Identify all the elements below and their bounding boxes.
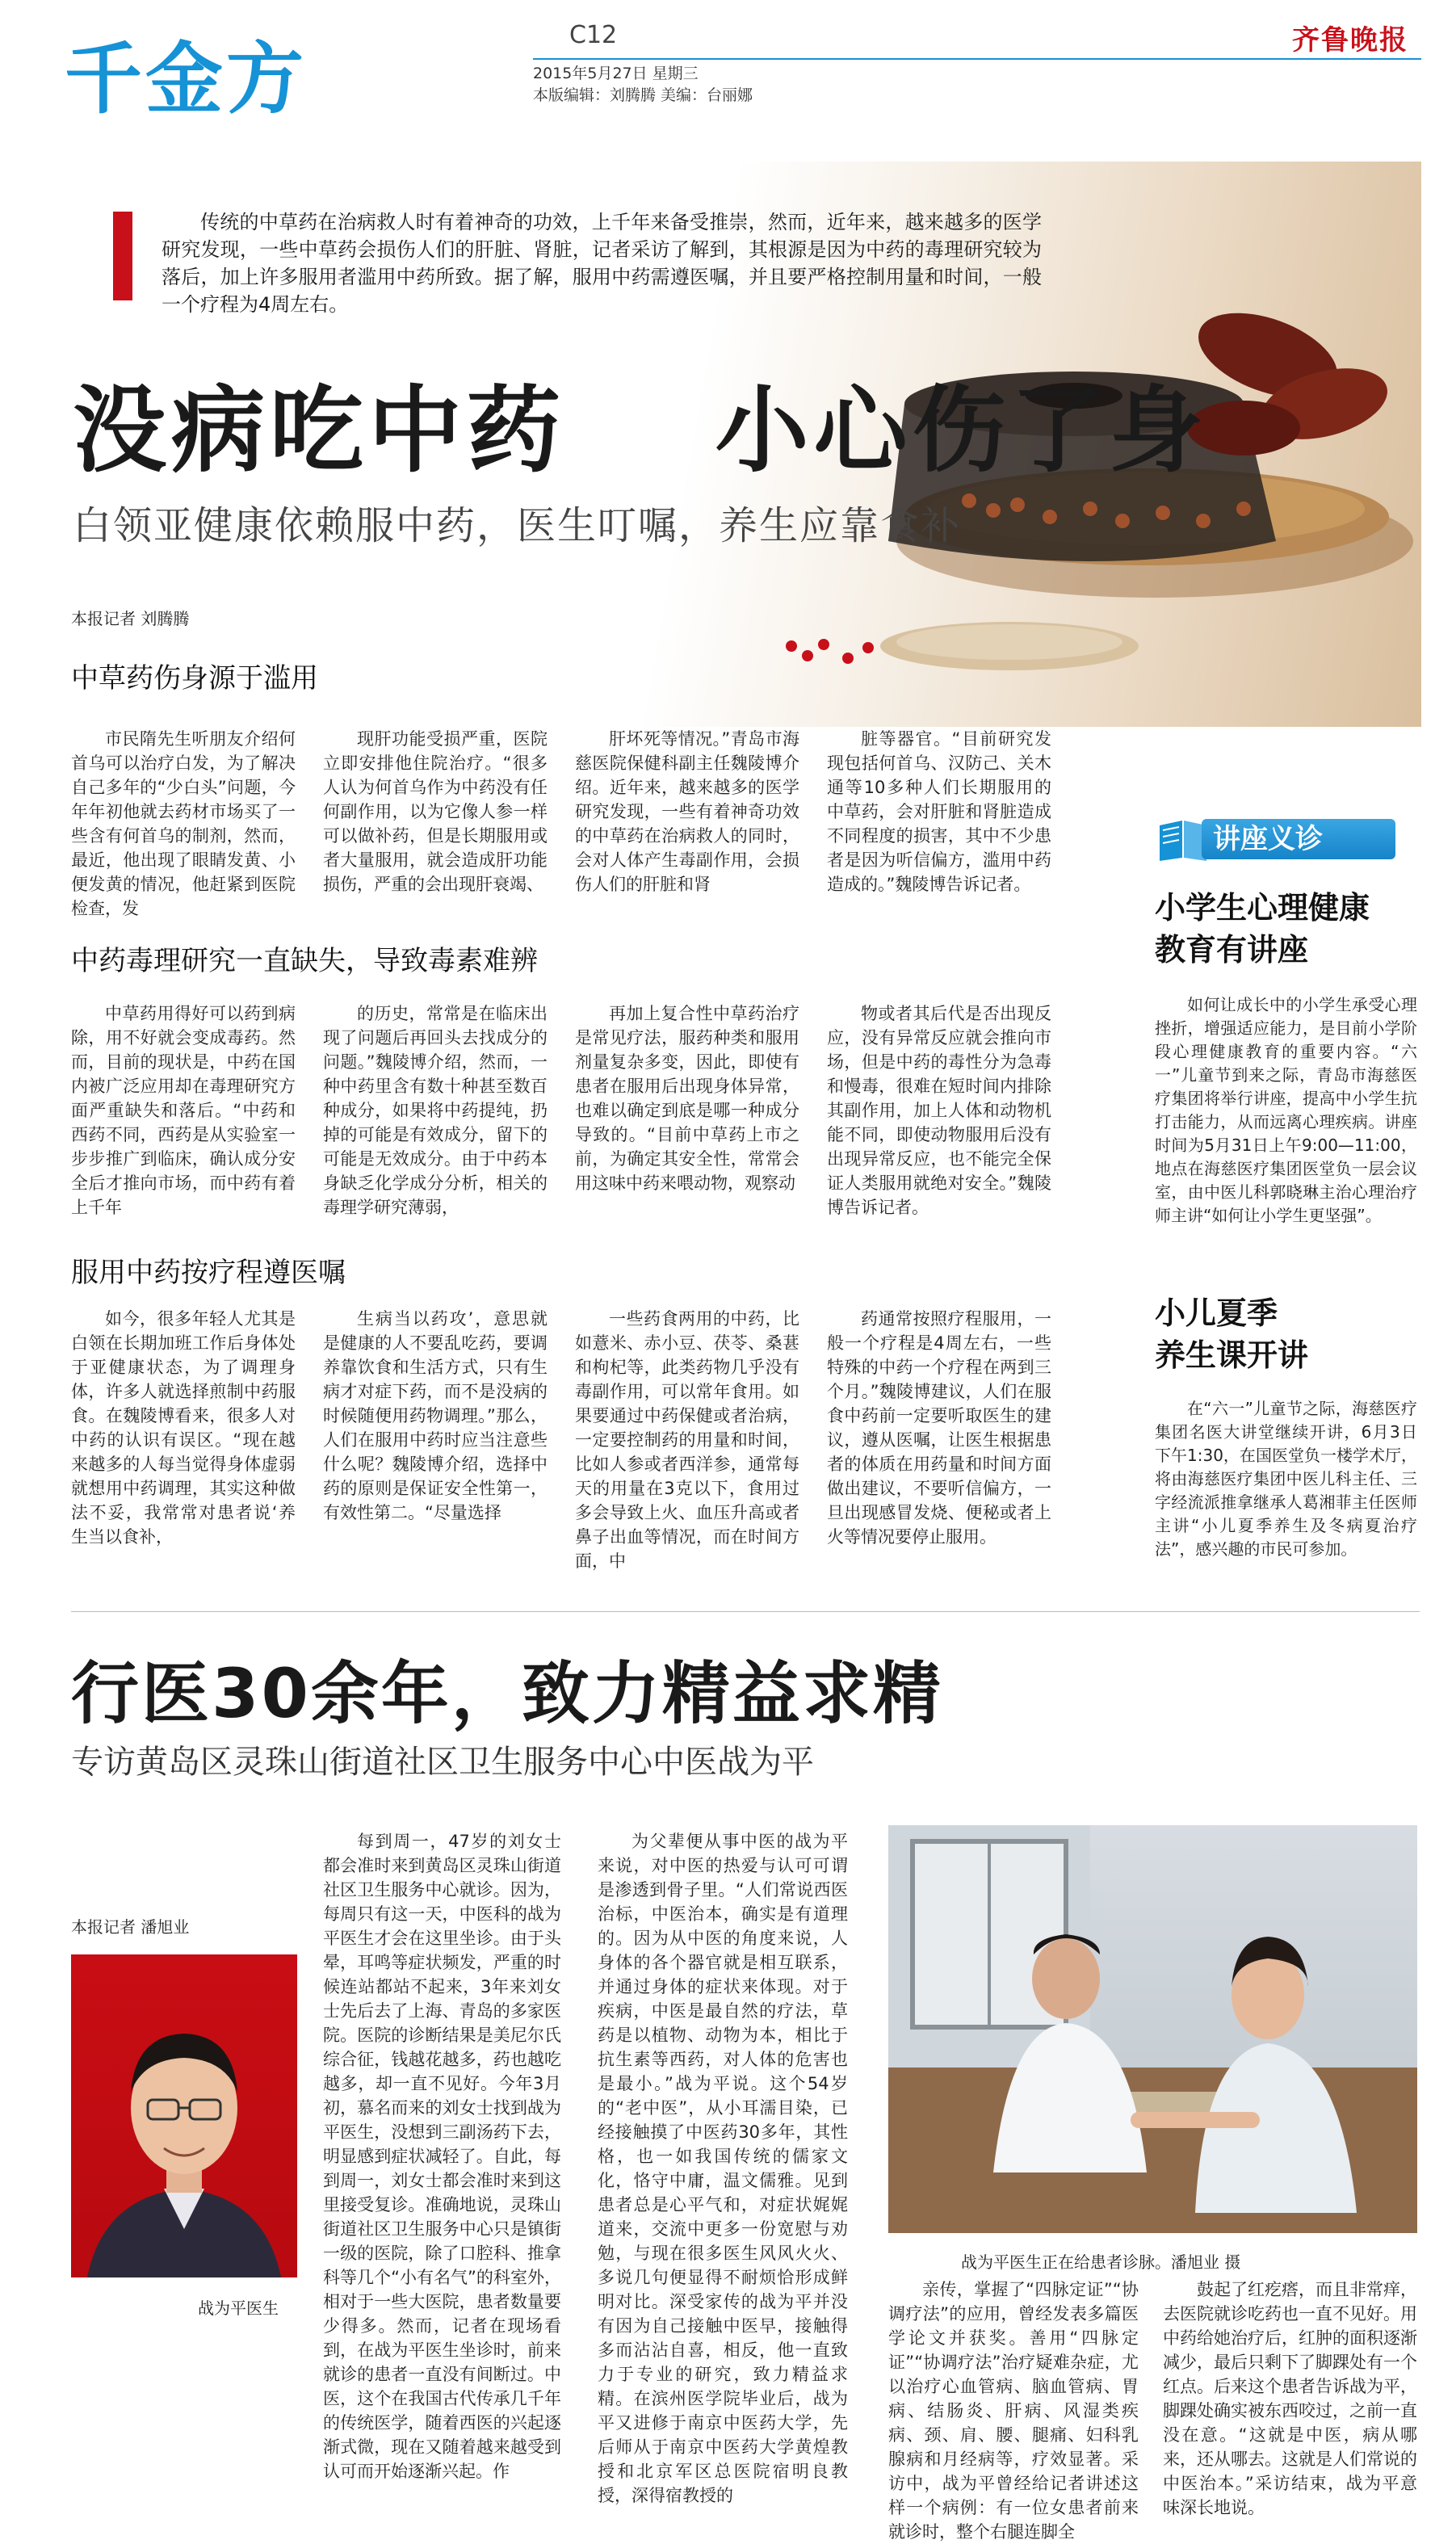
- section1-col2: 现肝功能受损严重，医院立即安排他住院治疗。“很多人认为何首乌作为中药没有任何副作用，以为它像人参一样可以做补药，但是长期服用或者大量服用，就会造成肝功能损伤，严重的会出现肝衰竭、: [323, 729, 548, 894]
- sidebar-tag: [1155, 814, 1397, 864]
- feature-headline: 行医30余年，致力精益求精: [71, 1654, 943, 1733]
- clinic-photo: [888, 1825, 1417, 2233]
- section2-col4: 物或者其后代是否出现反应，没有异常反应就会推向市场，但是中药的毒性分为急毒和慢毒，很难在短时间内排除其副作用，加上人体和动物机能不同，即使动物服用后没有出现异常反应，也不能完全保证人类服用就绝对安全。”魏陵博告诉记者。: [827, 1004, 1051, 1217]
- editor-line: 本版编辑：刘腾腾 美编：台丽娜: [533, 86, 753, 104]
- section3-col3: 一些药食两用的中药，比如薏米、赤小豆、茯苓、桑葚和枸杞等，此类药物几乎没有毒副作用，可以常年食用。如果要通过中药保健或者治病，一定要控制药的用量和时间，比如人参或者西洋参，通常每天的用量在3克以下，食用过多会导致上火、血压升高或者鼻子出血等情况，而在时间方面，中: [575, 1309, 799, 1571]
- feature-col1: 每到周一，47岁的刘女士都会准时来到黄岛区灵珠山街道社区卫生服务中心就诊。因为，每周只有这一天，中医科的战为平医生才会在这里坐诊。由于头晕，耳鸣等症状频发，严重的时候连站都站不起来，3年来刘女士先后去了上海、青岛的多家医院。医院的诊断结果是美尼尔氏综合征，钱越花越多，药也越吃越多，却一直不见好。今年3月初，慕名而来的刘女士找到战为平医生，没想到三副汤药下去，明显感到症状减轻了。自此，每到周一，刘女士都会准时来到这里接受复诊。准确地说，灵珠山街道社区卫生服务中心只是镇街一级的医院，除了口腔科、推拿科等几个“小有名气”的科室外，相对于一些大医院，患者数量要少得多。然而，记者在现场看到，在战为平医生坐诊时，前来就诊的患者一直没有间断过。中医，这个在我国古代传承几千年的传统医学，随着西医的兴起逐渐式微，现在又随着越来越受到认可而开始逐渐兴起。作: [323, 1832, 561, 2481]
- lead-headline: 没病吃中药 小心伤了身: [73, 376, 1208, 485]
- page-number: C12: [569, 21, 618, 49]
- section2-col1: 中草药用得好可以药到病除，用不好就会变成毒药。然而，目前的现状是，中药在国内被广泛应用却在毒理研究方面严重缺失和落后。“中药和西药不同，西药是从实验室一步步推广到临床，确认成分安全后才推向市场，而中药有着上千年: [71, 1004, 296, 1217]
- intro-accent-bar: [113, 212, 132, 300]
- feature-col2: 为父辈便从事中医的战为平来说，对中医的热爱与认可可谓是渗透到骨子里。“人们常说西医治标，中医治本，确实是有道理的。因为从中医的角度来说，人身体的各个器官就是相互联系，并通过身体的症状来体现。对于疾病，中医是最自然的疗法，草药是以植物、动物为本，相比于抗生素等西药，对人体的危害也是最小。”战为平说。这个54岁的“老中医”，从小耳濡目染，已经接触摸了中医药30多年，其性格，也一如我国传统的儒家文化，恪守中庸，温文儒雅。见到患者总是心平气和，对症状娓娓道来，交流中更多一份宽慰与劝勉，与现在很多医生风风火火、多说几句便显得不耐烦恰形成鲜明对比。深受家传的战为平并没有因为自己接触中医早，接触得多而沾沾自喜，相反，他一直致力于专业的研究，致力精益求精。在滨州医学院毕业后，战为平又进修于南京中医药大学，先后师从于南京中医药大学黄煌教授和北京军区总医院宿明良教授，深得宿教授的: [598, 1832, 848, 2505]
- date-line: 2015年5月27日 星期三: [533, 65, 699, 82]
- lead-intro: 传统的中草药在治病救人时有着神奇的功效，上千年来备受推崇，然而，近年来，越来越多的医学研究发现，一些中草药会损伤人们的肝脏、肾脏，记者采访了解到，其根源是因为中药的毒理研究较为落后，加上许多服用者滥用中药所致。据了解，服用中药需遵医嘱，并且要严格控制用量和时间，一般一个疗程为4周左右。: [162, 211, 1042, 316]
- lead-subheadline: 白领亚健康依赖服中药，医生叮嘱，养生应靠食补: [73, 503, 962, 548]
- feature-col3: 亲传，掌握了“四脉定证”“协调疗法”的应用，曾经发表多篇医学论文并获奖。善用“四脉定证”“协调疗法”治疗疑难杂症，尤以治疗心血管病、脑血管病、胃病、结肠炎、肝病、风湿类疾病、颈、肩、腰、腿痛、妇科乳腺病和月经病等，疗效显著。采访中，战为平曾经给记者讲述这样一个病例：有一位女患者前来就诊时，整个右腿连脚全: [888, 2280, 1139, 2542]
- section3-col1: 如今，很多年轻人尤其是白领在长期加班工作后身体处于亚健康状态，为了调理身体，许多人就选择煎制中药服食。在魏陵博看来，很多人对中药的认识有误区。“现在越来越多的人每当觉得身体虚弱就想用中药调理，其实这种做法不妥，我常常对患者说‘养生当以食补，: [71, 1309, 296, 1547]
- section-title: 千金方: [65, 34, 307, 124]
- section2-col2: 的历史，常常是在临床出现了问题后再回头去找成分的问题。”魏陵博介绍，然而，一种中药里含有数十种甚至数百种成分，如果将中药提纯，扔掉的可能是有效成分，留下的可能是无效成分。由于中药本身缺乏化学成分分析，相关的毒理学研究薄弱，: [323, 1004, 548, 1217]
- sidebar-item1-title-line2: 教育有讲座: [1155, 932, 1309, 968]
- sidebar-item1-body: 如何让成长中的小学生承受心理挫折，增强适应能力，是目前小学阶段心理健康教育的重要内容。“六一”儿童节到来之际，青岛市海慈医疗集团将举行讲座，提高中小学生抗打击能力，从而远离心理疾病。讲座时间为5月31日上午9:00—11:00，地点在海慈医疗集团医堂负一层会议室，由中医儿科郭晓琳主治心理治疗师主讲“如何让小学生更坚强”。: [1155, 995, 1417, 1225]
- clinic-photo-caption: 战为平医生正在给患者诊脉。潘旭业 摄: [961, 2252, 1241, 2272]
- section1-heading: 中草药伤身源于滥用: [71, 662, 318, 695]
- masthead-meta: [533, 63, 753, 107]
- newspaper-logo: 齐鲁晚报: [1292, 24, 1408, 57]
- doctor-patient-scene: [888, 1825, 1417, 2233]
- portrait-caption: 战为平医生: [198, 2298, 279, 2318]
- section3-heading: 服用中药按疗程遵医嘱: [71, 1257, 346, 1289]
- section-divider: [71, 1611, 1420, 1612]
- section1-col3: 肝坏死等情况。”青岛市海慈医院保健科副主任魏陵博介绍。近年来，越来越多的医学研究发现，一些有着神奇功效的中草药在治病救人的同时，会对人体产生毒副作用，会损伤人们的肝脏和肾: [575, 729, 799, 894]
- section2-heading: 中药毒理研究一直缺失，导致毒素难辨: [71, 945, 538, 977]
- sidebar-item2-body: 在“六一”儿童节之际，海慈医疗集团名医大讲堂继续开讲，6月3日下午1:30，在国医堂负一楼学术厅，将由海慈医疗集团中医儿科主任、三字经流派推拿继承人葛湘菲主任医师主讲“小儿夏季养生及冬病夏治疗法”，感兴趣的市民可参加。: [1155, 1399, 1417, 1559]
- masthead-rule: [533, 58, 1421, 60]
- sidebar-item2-title-line2: 养生课开讲: [1155, 1337, 1309, 1373]
- lead-byline: 本报记者 刘腾腾: [71, 609, 190, 628]
- sidebar-item1-title-line1: 小学生心理健康: [1155, 890, 1370, 926]
- sidebar-item1-title: [1155, 887, 1413, 971]
- portrait-photo: [71, 1954, 297, 2277]
- section1-col1: 市民隋先生听朋友介绍何首乌可以治疗白发，为了解决自己多年的“少白头”问题，今年年初他就去药材市场买了一些含有何首乌的制剂，然而，最近，他出现了眼睛发黄、小便发黄的情况，他赶紧到医院检查，发: [71, 729, 296, 918]
- portrait-figure: [71, 1954, 297, 2277]
- section2-col3: 再加上复合性中草药治疗是常见疗法，服药种类和服用剂量复杂多变，因此，即使有患者在服用后出现身体异常，也难以确定到底是哪一种成分导致的。“目前中草药上市之前，为确定其安全性，常常会用这味中药来喂动物，观察动: [575, 1004, 799, 1193]
- feature-col4: 鼓起了红疙瘩，而且非常痒，去医院就诊吃药也一直不见好。用中药给她治疗后，红肿的面积逐渐减少，最后只剩下了脚踝处有一个红点。后来这个患者告诉战为平，脚踝处确实被东西咬过，之前一直没在意。“这就是中医，病从哪来，还从哪去。这就是人们常说的中医治本。”采访结束，战为平意味深长地说。: [1163, 2280, 1417, 2517]
- feature-byline: 本报记者 潘旭业: [71, 1917, 190, 1937]
- section3-col4: 药通常按照疗程服用，一般一个疗程是4周左右，一些特殊的中药一个疗程在两到三个月。”魏陵博建议，人们在服食中药前一定要听取医生的建议，遵从医嘱，让医生根据患者的体质在用药量和时间方面做出建议，不要听信偏方，一旦出现感冒发烧、便秘或者上火等情况要停止服用。: [827, 1309, 1051, 1547]
- section3-col2: 生病当以药攻’，意思就是健康的人不要乱吃药，要调养靠饮食和生活方式，只有生病才对症下药，而不是没病的时候随便用药物调理。”那么，人们在服用中药时应当注意些什么呢？魏陵博介绍，选择中药的原则是保证安全性第一，有效性第二。“尽量选择: [323, 1309, 548, 1522]
- sidebar-item2-title: [1155, 1292, 1413, 1376]
- sidebar-item2-title-line1: 小儿夏季: [1155, 1295, 1278, 1331]
- section1-col4: 脏等器官。“目前研究发现包括何首乌、汉防己、关木通等10多种人们长期服用的中草药，会对肝脏和肾脏造成不同程度的损害，其中不少患者是因为听信偏方，滥用中药造成的。”魏陵博告诉记者。: [827, 729, 1051, 894]
- sidebar-tag-label: 讲座义诊: [1202, 819, 1395, 859]
- feature-subheadline: 专访黄岛区灵珠山街道社区卫生服务中心中医战为平: [71, 1744, 814, 1781]
